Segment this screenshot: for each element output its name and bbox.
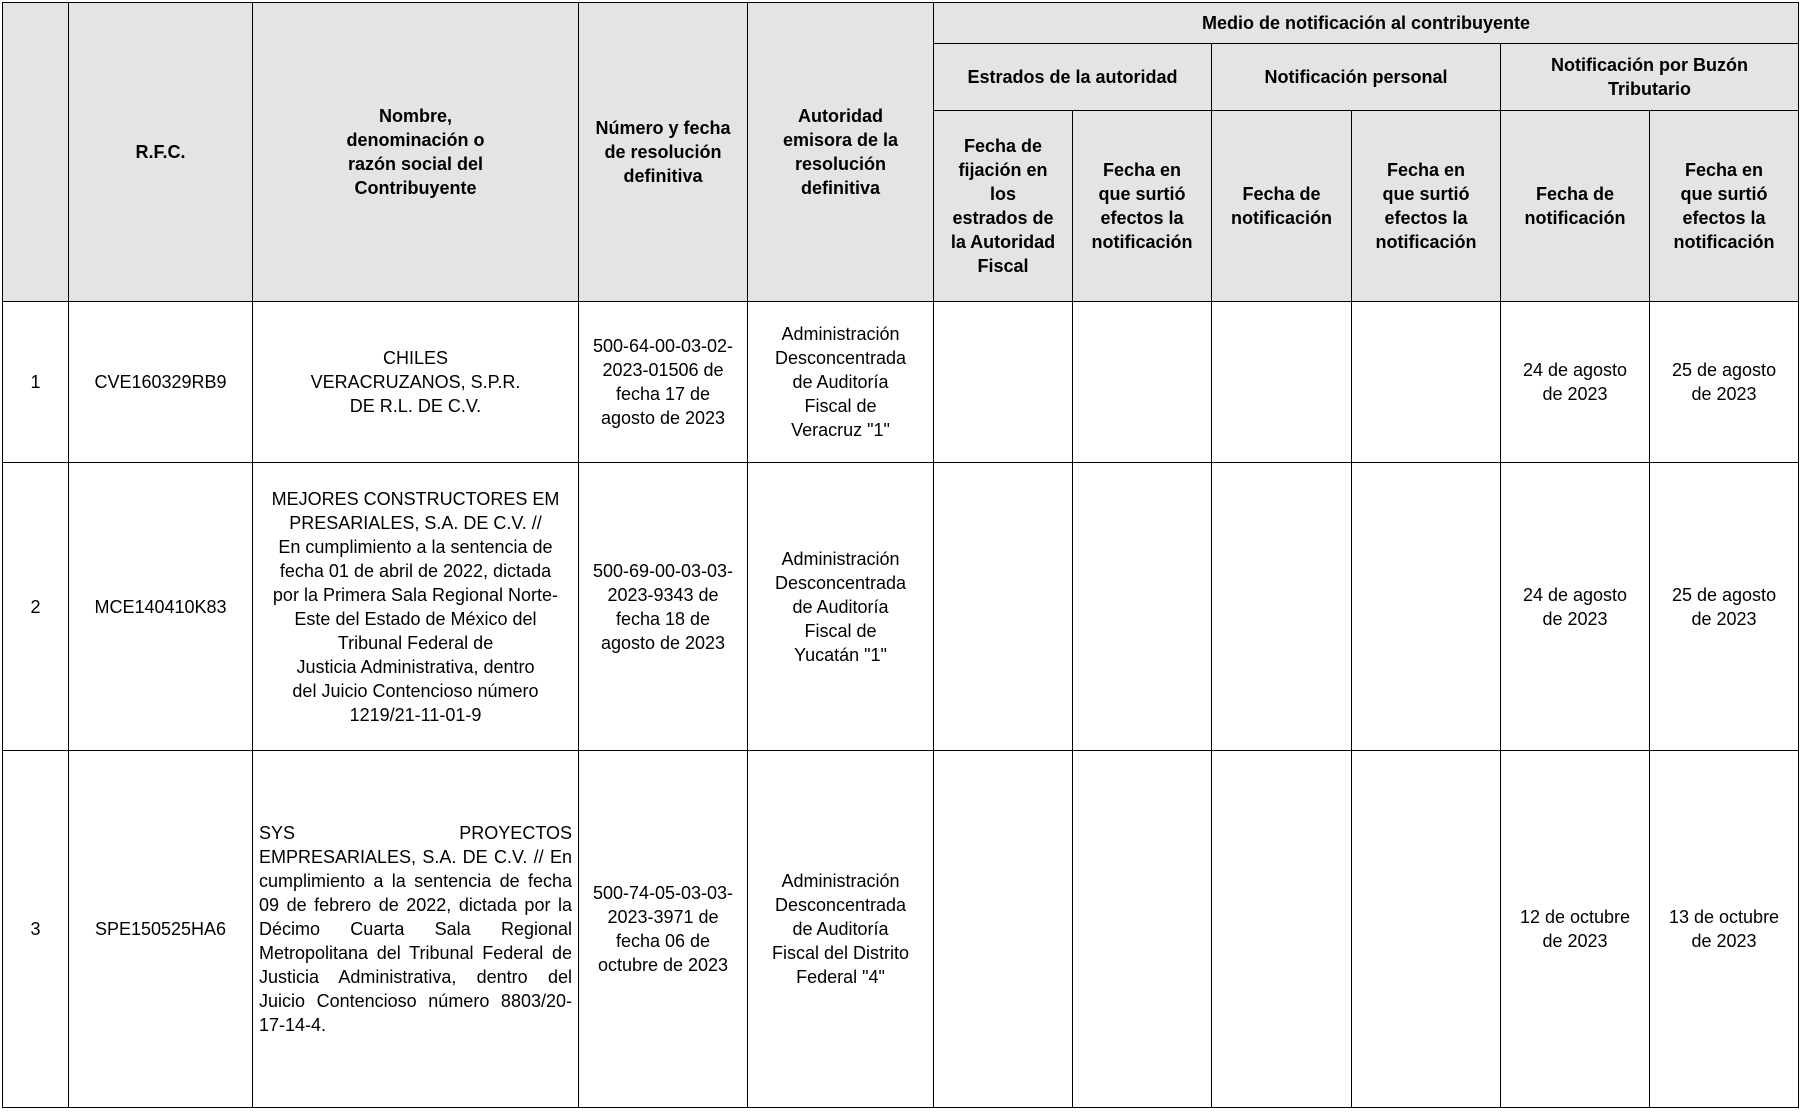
cell-rfc: SPE150525HA6 <box>69 751 253 1108</box>
cell-estrados-efectos <box>1073 302 1212 463</box>
cell-personal-efectos <box>1352 751 1501 1108</box>
cell-resolution: 500-74-05-03-03- 2023-3971 de fecha 06 de octubre de 2023 <box>579 751 748 1108</box>
table-header <box>3 3 1799 302</box>
header-group-personal: Notificación personal <box>1212 44 1501 111</box>
cell-buzon-efectos: 13 de octubre de 2023 <box>1650 751 1799 1108</box>
cell-name: SYS PROYECTOS EMPRESARIALES, S.A. DE C.V. // En cumplimiento a la sentencia de fecha 09 de febrero de 2022, dictada por la Décimo Cuarta Sala Regional Metropolitana del Tribunal Federal de Justicia Administrativa, dentro del Juicio Contencioso número 8803/20-17-14-4. <box>253 751 579 1108</box>
header-buzon-efectos: Fecha en que surtió efectos la notificación <box>1650 111 1799 302</box>
cell-buzon-notificacion: 24 de agosto de 2023 <box>1501 302 1650 463</box>
header-resolution: Número y fecha de resolución definitiva <box>579 3 748 302</box>
cell-resolution: 500-64-00-03-02- 2023-01506 de fecha 17 de agosto de 2023 <box>579 302 748 463</box>
header-number <box>3 3 69 302</box>
cell-authority: Administración Desconcentrada de Auditoría Fiscal del Distrito Federal "4" <box>748 751 934 1108</box>
cell-number: 3 <box>3 751 69 1108</box>
cell-personal-efectos <box>1352 302 1501 463</box>
header-personal-efectos: Fecha en que surtió efectos la notificación <box>1352 111 1501 302</box>
cell-personal-notificacion <box>1212 751 1352 1108</box>
header-rfc: R.F.C. <box>69 3 253 302</box>
table-row <box>3 463 1799 751</box>
header-buzon-notificacion: Fecha de notificación <box>1501 111 1650 302</box>
cell-estrados-fijacion <box>934 751 1073 1108</box>
header-authority: Autoridad emisora de la resolución definitiva <box>748 3 934 302</box>
header-estrados-efectos: Fecha en que surtió efectos la notificación <box>1073 111 1212 302</box>
cell-estrados-fijacion <box>934 463 1073 751</box>
cell-name: MEJORES CONSTRUCTORES EM PRESARIALES, S.A. DE C.V. // En cumplimiento a la sentencia de fecha 01 de abril de 2022, dictada por la Primera Sala Regional Norte- Este del Estado de México del Tribunal Federal de Justicia Administrativa, dentro del Juicio Contencioso número 1219/21-11-01-9 <box>253 463 579 751</box>
cell-buzon-efectos: 25 de agosto de 2023 <box>1650 302 1799 463</box>
cell-name: CHILES VERACRUZANOS, S.P.R. DE R.L. DE C.V. <box>253 302 579 463</box>
cell-buzon-notificacion: 24 de agosto de 2023 <box>1501 463 1650 751</box>
cell-personal-notificacion <box>1212 302 1352 463</box>
header-personal-notificacion: Fecha de notificación <box>1212 111 1352 302</box>
cell-resolution: 500-69-00-03-03- 2023-9343 de fecha 18 de agosto de 2023 <box>579 463 748 751</box>
table-row <box>3 302 1799 463</box>
cell-authority: Administración Desconcentrada de Auditoría Fiscal de Yucatán "1" <box>748 463 934 751</box>
table-body <box>3 302 1799 1108</box>
header-name: Nombre, denominación o razón social del Contribuyente <box>253 3 579 302</box>
cell-rfc: CVE160329RB9 <box>69 302 253 463</box>
header-estrados-fijacion: Fecha de fijación en los estrados de la Autoridad Fiscal <box>934 111 1073 302</box>
cell-buzon-efectos: 25 de agosto de 2023 <box>1650 463 1799 751</box>
cell-rfc: MCE140410K83 <box>69 463 253 751</box>
table-row <box>3 751 1799 1108</box>
cell-estrados-fijacion <box>934 302 1073 463</box>
cell-buzon-notificacion: 12 de octubre de 2023 <box>1501 751 1650 1108</box>
header-notification-medium: Medio de notificación al contribuyente <box>934 3 1799 44</box>
cell-estrados-efectos <box>1073 463 1212 751</box>
cell-number: 1 <box>3 302 69 463</box>
cell-estrados-efectos <box>1073 751 1212 1108</box>
header-group-estrados: Estrados de la autoridad <box>934 44 1212 111</box>
notification-table <box>2 2 1799 1108</box>
cell-personal-efectos <box>1352 463 1501 751</box>
header-group-buzon: Notificación por Buzón Tributario <box>1501 44 1799 111</box>
cell-authority: Administración Desconcentrada de Auditoría Fiscal de Veracruz "1" <box>748 302 934 463</box>
cell-number: 2 <box>3 463 69 751</box>
cell-personal-notificacion <box>1212 463 1352 751</box>
